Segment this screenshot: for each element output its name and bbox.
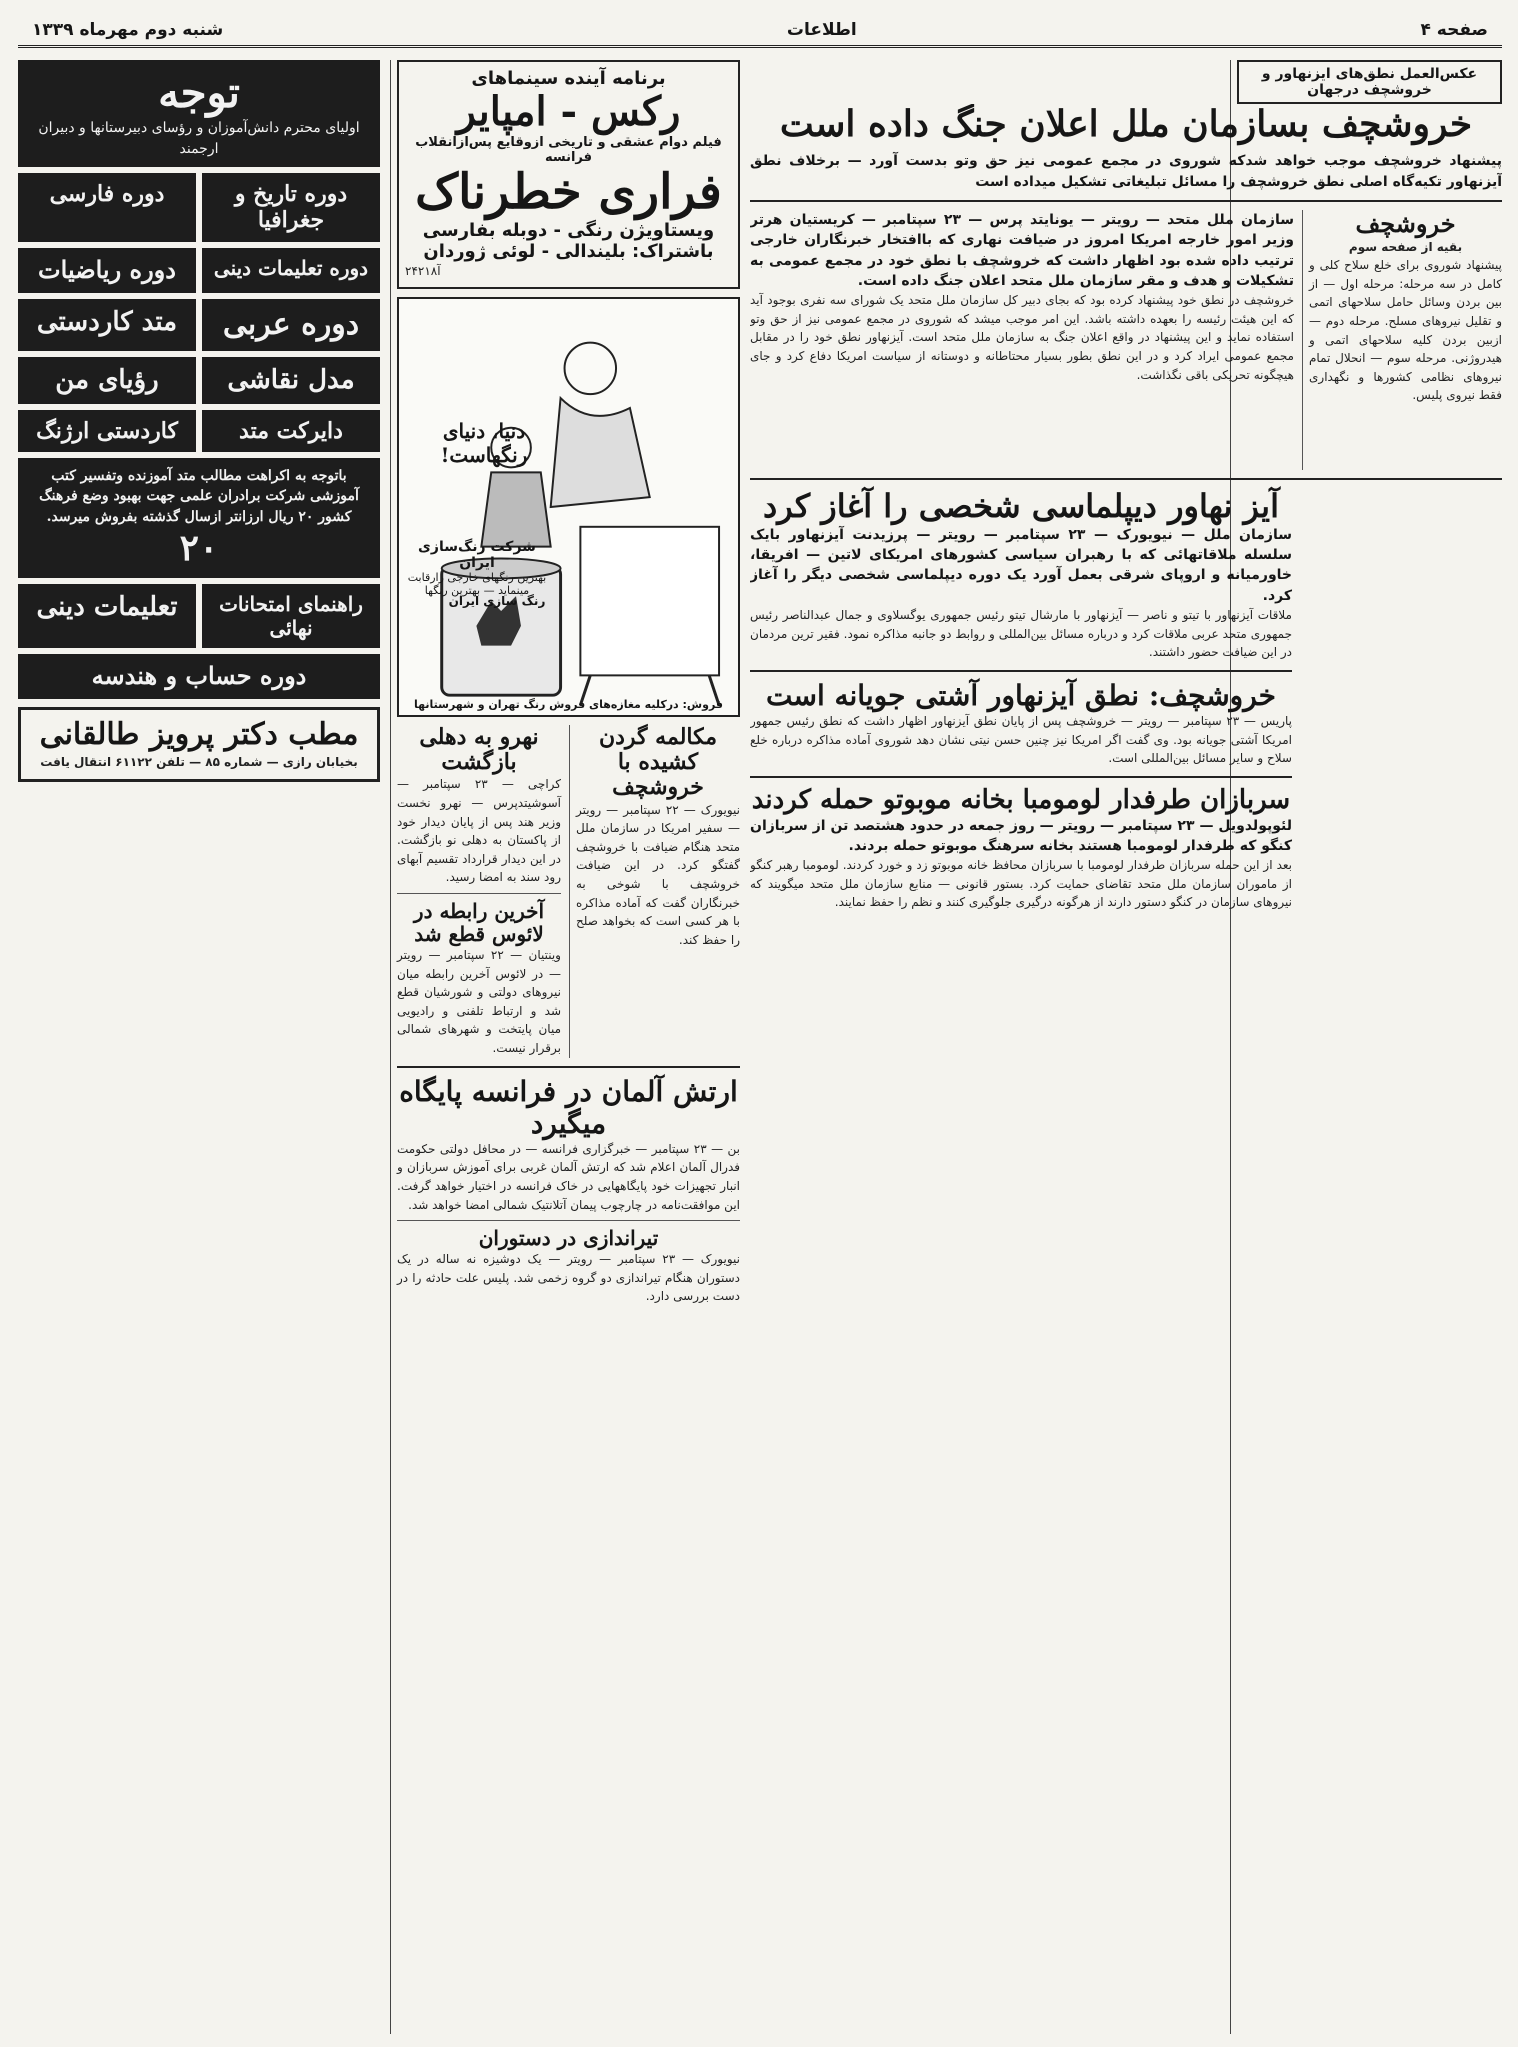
- attention-ad: [18, 60, 380, 167]
- film-stars: باشتراک: بلیندالی - لوئی ژوردان: [423, 241, 714, 263]
- newspaper-page: [18, 14, 1502, 2034]
- photo-caption: عکس‌العمل نطق‌های ایزنهاور و خروشچف درجهان: [1237, 60, 1502, 104]
- lead-body: خروشچف در نطق خود پیشنهاد کرده بود که بجای دبیر کل سازمان ملل متحد یک شورای سه نفری بوجود آید که این هیئت رئیسه را بعهده داشته باشد. این امر موجب میشد که شوروی در مجمع عمومی نیز از حق وتو استفاده نماید و این پیشنهاد در واقع اعلان جنگ به سازمان ملل متحد است. آیزنهاور نطق خود را در مقابل مجمع عمومی ایراد کرد و در این نطق بطور بسیار محتاطانه و دوستانه از سیاست امریکا دفاع کرد و جای هیچگونه تحریکی باقی نگذاشت.: [750, 293, 1294, 382]
- film-format: ویستاویژن رنگی - دوبله بفارسی: [422, 220, 715, 242]
- religion2-ad: [18, 584, 196, 648]
- article2-subhead: سازمان ملل — نیویورک — ۲۳ سپتامبر — رویتر — پرزیدنت آیزنهاور بایک سلسله ملاقاتهائی که با رهبران سیاسی کشورهای امریکای لاتین — افریقا، خاورمیانه و اروپای شرقی بعمل آورد یک دوره دیپلماسی شخصی دیگر را آغاز کرد.: [750, 526, 1292, 604]
- ad-code: آ۲۴۲۱۸: [405, 264, 441, 279]
- arabic-ad: [202, 299, 380, 351]
- article2-body: ملاقات آیزنهاور با تیتو و ناصر — آیزنهاور با مارشال تیتو رئیس جمهوری یوگسلاوی و جمال عبدالناصر رئیس جمهوری متحد عربی ملاقات کرد و درباره مسائل بین‌المللی و روابط دو جانبه مذاکره نمود. فقیر ترین مردمان در این ضیافت حضور داشتند.: [750, 607, 1292, 660]
- lead-headline: خروشچف بسازمان ملل اعلان جنگ داده است: [779, 104, 1473, 145]
- article5-body: بن — ۲۳ سپتامبر — خبرگزاری فرانسه — در محافل دولتی حکومت فدرال آلمان اعلام شد که ارتش آلمان غربی برای آموزش سربازان و انبار تجهیزات خود پایگاههایی در خاک فرانسه در اختیار خواهد گرفت. این موافقت‌نامه در چارچوب پیمان آتلانتیک شمالی امضا خواهد شد.: [397, 1141, 740, 1212]
- attention-sub: اولیای محترم دانش‌آموزان و رؤسای دبیرستانها و دبیران ارجمند: [38, 120, 360, 157]
- lead-subhead: پیشنهاد خروشچف موجب خواهد شدکه شوروی در مجمع عمومی نیز حق وتو بدست آورد — برخلاف نطق آیزنهاور تکیه‌گاه اصلی نطق خروشچف را مسائل تبلیغاتی تشکیل میداده است: [750, 153, 1502, 190]
- page-header: [18, 14, 1502, 48]
- article3-body: پاریس — ۲۳ سپتامبر — رویتر — خروشچف پس از پایان نطق آیزنهاور اظهار داشت که نطق رئیس جمهور امریکا آشتی جویانه بود. وی گفت اگر امریکا نیز چنین حسن نیتی نشان دهد شوروی آماده مذاکره درباره خلع سلاح و سایر مسائل بین‌المللی است.: [750, 713, 1292, 766]
- painting-title: مدل نقاشی: [227, 364, 355, 395]
- sidebar-title: خروشچف: [1355, 208, 1456, 238]
- exams-ad: [202, 584, 380, 648]
- sign-text: بهترین رنگهای خارجی رارقابت مینماید — بهترین رنگها: [407, 570, 547, 597]
- article8-headline: آخرین رابطه در لائوس قطع شد: [413, 898, 545, 946]
- notice-text: باتوجه به اکراهت مطالب متد آموزنده وتفسیر کتب آموزشی شرکت برادران علمی جهت بهبود وضع فرهنگ کشور ۲۰ ریال ارزانتر ازسال گذشته بفروش میرسد.: [39, 468, 359, 525]
- can-label: رنگ سازی ایران: [448, 593, 546, 608]
- article3-headline: خروشچف: نطق آیزنهاور آشتی جویانه است: [766, 678, 1276, 712]
- issue-date: شنبه دوم مهرماه ۱۳۳۹: [32, 19, 224, 40]
- paint-footer: فروش: درکلیه مغازه‌های فروش رنگ تهران و شهرستانها: [413, 697, 723, 711]
- dream-ad: [18, 357, 196, 404]
- article9-headline: تیراندازی در دستوران: [478, 1226, 659, 1251]
- sidebar: [1302, 210, 1502, 470]
- cardboard-title: کاردستی ارژنگ: [36, 417, 178, 444]
- article5-headline: ارتش آلمان در فرانسه پایگاه میگیرد: [399, 1074, 738, 1140]
- paint-sign: [407, 539, 547, 597]
- page-number: صفحه ۴: [1420, 19, 1488, 40]
- lead-story: [750, 104, 1502, 1104]
- article6-body: نیویورک — ۲۲ سپتامبر — رویتر — سفیر امریکا در سازمان ملل متحد هنگام ضیافت با خروشچف گفتگو کرد. در این ضیافت خروشچف با شوخی به خبرنگاران گفت که آماده مذاکره با هر کسی است که بخواهد صلح را حفظ کند.: [576, 802, 740, 947]
- column-center: [390, 60, 740, 2034]
- accounting-title: دوره حساب و هندسه: [91, 661, 307, 691]
- exams-title: راهنمای امتحانات نهائی: [219, 592, 363, 641]
- masthead: اطلاعات: [786, 19, 857, 40]
- clinic-address: بخیابان رازی — شماره ۸۵ — تلفن ۶۱۱۲۲ انتقال یافت: [40, 754, 358, 769]
- sidebar-note: بقیه از صفحه سوم: [1348, 239, 1463, 254]
- dream-title: رؤیای من: [55, 364, 159, 395]
- persian-ad: [18, 173, 196, 242]
- paint-ad: [397, 297, 740, 717]
- article4-subhead: لئوپولدویل — ۲۳ سپتامبر — رویتر — روز جمعه در حدود هشتصد تن از سربازان کنگو که طرفدار لومومبا هستند بخانه سرهنگ موبوتو حمله بردند.: [750, 817, 1292, 854]
- religion-title: دوره تعلیمات دینی: [213, 255, 369, 280]
- cinema-names: رکس - امپایر: [456, 88, 681, 135]
- persian-title: دوره فارسی: [49, 180, 165, 207]
- clinic-ad: [18, 707, 380, 782]
- article6-headline: مکالمه گردن کشیده با خروشچف: [598, 723, 718, 801]
- direct-title: دایرکت متد: [239, 417, 343, 444]
- notice-ad: [18, 458, 380, 578]
- notice-price: ۲۰: [179, 527, 219, 570]
- article9-body: نیویورک — ۲۳ سپتامبر — رویتر — یک دوشیزه نه ساله در یک دستوران هنگام تیراندازی دو گروه زخمی شد. پلیس علت حادثه را در دست بررسی دارد.: [397, 1252, 740, 1304]
- article8-body: وینتیان — ۲۲ سپتامبر — رویتر — در لائوس آخرین رابطه میان نیروهای دولتی و شورشیان قطع شد و ارتباط تلفنی و رادیویی میان پایتخت و شهرهای شمالی برقرار نیست.: [397, 947, 561, 1055]
- column-ads: [18, 60, 380, 2034]
- film-title: فراری خطرناک: [415, 164, 722, 220]
- painting-ad: [202, 357, 380, 404]
- cinema-ad: [397, 60, 740, 289]
- article4-body: بعد از این حمله سربازان طرفدار لومومبا با سربازان محافظ خانه موبوتو زد و خورد کردند. لومومبا رهبر کنگو از ماموران سازمان ملل متحد تقاضای حمایت کرد. بستور قانونی — منابع سازمان ملل متحد میگویند که نیروهای سازمان در کنگو دستور دارند از هرگونه درگیری جلوگیری کنند و نظم را حفظ نمایند.: [750, 858, 1292, 910]
- sign-brand: شرکت رنگ‌سازی ایران: [418, 538, 536, 571]
- math-ad: [18, 248, 196, 293]
- history-geo-ad: [202, 173, 380, 242]
- religion2-title: تعلیمات دینی: [36, 592, 178, 623]
- cardboard-ad: [18, 410, 196, 452]
- math-title: دوره ریاضیات: [38, 254, 176, 284]
- arabic-title: دوره عربی: [222, 306, 360, 342]
- article4-headline: سربازان طرفدار لومومبا بخانه موبوتو حمله کردند: [751, 784, 1291, 815]
- lead-paragraph: سازمان ملل متحد — رویتر — یونایتد پرس — ۲۳ سپتامبر — کریستیان هرتر وزیر امور خارجه امریکا امروز در ضیافت نهاری که باافتخار خبرنگاران خارجی ترتیب داده شده بود اظهار داشت که خروشچف با نطق خود در مجمع عمومی به تشکیلات و هدف و مقر سازمان ملل متحد اعلان جنگ داده است.: [750, 211, 1294, 289]
- cinema-intro: برنامه آینده سینماهای: [471, 68, 666, 89]
- accounting-ad: [18, 654, 380, 699]
- handwork-ad: [18, 299, 196, 351]
- article2-headline: آیز نهاور دیپلماسی شخصی را آغاز کرد: [763, 486, 1279, 525]
- history-geo-title: دوره تاریخ و جغرافیا: [234, 180, 348, 234]
- article7-headline: نهرو به دهلی بازگشت: [419, 723, 539, 776]
- direct-ad: [202, 410, 380, 452]
- cinema-desc: فیلم دوام عشقی و تاریخی ازوقایع پس‌ازانقلاب فرانسه: [415, 135, 722, 165]
- sidebar-body: پیشنهاد شوروی برای خلع سلاح کلی و کامل در سه مرحله: مرحله اول — از بین بردن وسائل حامل سلاحهای اتمی و تقلیل نیروهای مسلح. مرحله دوم — ازبین بردن کلیه سلاحهای اتمی و هیدروژنی. مرحله سوم — انحلال تمام نیروهای نظامی کشورها و نگهداری فقط نیروی پلیس.: [1309, 258, 1502, 403]
- paint-illustration: [399, 299, 738, 715]
- religion-ad: [202, 248, 380, 293]
- attention-title: توجه: [158, 68, 240, 117]
- paint-slogan: دنیا، دنیای رنگهاست!: [440, 418, 528, 467]
- article7-body: کراچی — ۲۳ سپتامبر — آسوشیتدپرس — نهرو نخست وزیر هند پس از پایان دیدار خود از پاکستان به دهلی نو بازگشت. در این دیدار قرارداد تقسیم آبهای رود سند به امضا رسید.: [397, 777, 561, 885]
- clinic-title: مطب دکتر پرویز طالقانی: [39, 717, 359, 753]
- handwork-title: متد کاردستی: [36, 306, 178, 337]
